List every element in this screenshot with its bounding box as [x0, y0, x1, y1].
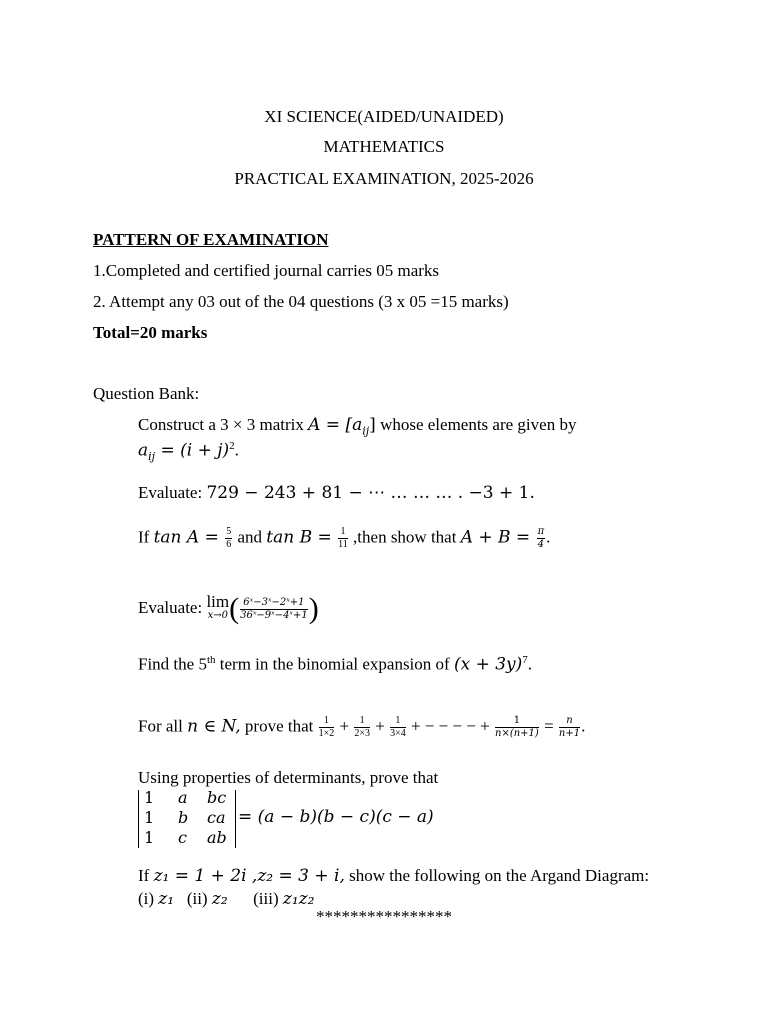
- question-1: Construct a 3 × 3 matrix $A = [a_{ij}]$ whose elements are given by: [138, 415, 577, 438]
- question-bank-heading: Question Bank:: [93, 384, 200, 403]
- question-6: For all n ∈ N, prove that $\frac{1}{1\times 2}$ + $\frac{1}{2\times 3}$ + $\frac{1}{3\times 4}$ + − − − − + $\frac{1}{n\times(n+1)}$ = $\frac{n}{n+1}$ .: [138, 715, 586, 739]
- question-8-items: (i) z₁ (ii) z₂ (iii) z₁z₂: [138, 889, 315, 909]
- pattern-item-journal: 1.Completed and certified journal carries 05 marks: [93, 261, 440, 280]
- pattern-heading: PATTERN OF EXAMINATION: [93, 230, 329, 249]
- pattern-item-questions: 2. Attempt any 03 out of the 04 questions (3 x 05 =15 marks): [93, 292, 509, 311]
- pattern-total: Total=20 marks: [93, 323, 208, 342]
- question-8: If z₁ = 1 + 2i ,z₂ = 3 + i, show the following on the Argand Diagram:: [138, 866, 650, 886]
- question-4: Evaluate: lim x→0 ( $\frac{\text{6ˣ−3ˣ−2ˣ+1}}{\text{36ˣ−9ˣ−4ˣ+1}}$ ): [138, 592, 319, 625]
- determinant-rhs: = (a − b)(b − c)(c − a): [238, 807, 434, 827]
- doc-title-exam: PRACTICAL EXAMINATION, 2025-2026: [234, 169, 534, 188]
- question-3: If tan A = $\frac{5}{6}$ and tan B = $\frac{1}{11}$ ,then show that A + B = $\frac{\pi}{4}$ .: [138, 526, 551, 550]
- doc-title-class: XI SCIENCE(AIDED/UNAIDED): [264, 107, 504, 126]
- question-1-formula: $a_{ij} = (i + j)^2$.: [138, 440, 239, 464]
- end-stars: ****************: [316, 907, 452, 926]
- question-2: Evaluate: 729 − 243 + 81 − ⋯ … … … . −3 + 1.: [138, 483, 535, 503]
- question-5: Find the 5th term in the binomial expansion of $(x + 3y)^7$.: [138, 654, 533, 675]
- doc-title-subject: MATHEMATICS: [323, 137, 445, 156]
- question-7: Using properties of determinants, prove that: [138, 768, 439, 787]
- determinant-matrix: 1 a bc 1 b ca 1 c ab: [138, 790, 236, 848]
